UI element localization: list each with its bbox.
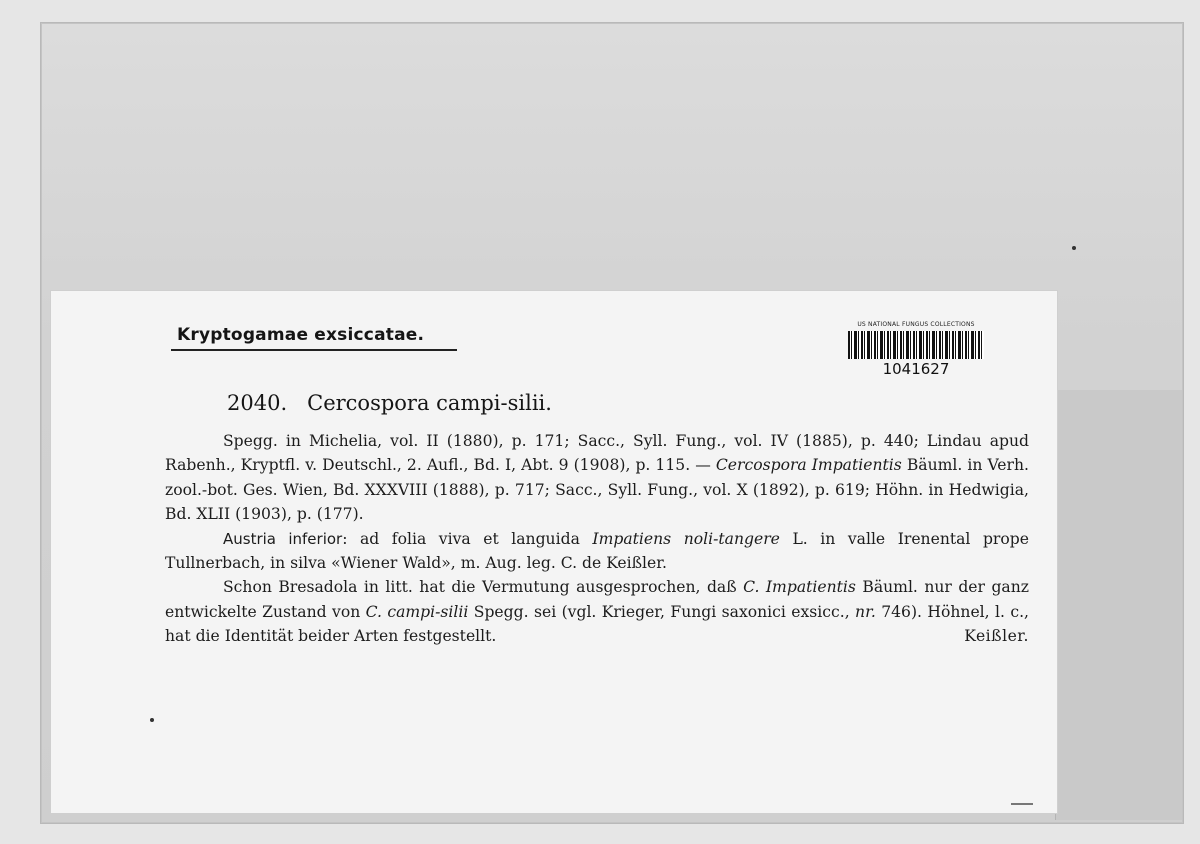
series-title: Kryptogamae exsiccatae. <box>177 325 425 345</box>
collector-signature: Keißler. <box>964 627 1029 646</box>
species-heading <box>227 391 552 415</box>
barcode-number: 1041627 <box>882 360 950 378</box>
locality-text-2: L. in valle Irenental prope Tullnerbach, in silva «Wiener Wald», m. Aug. leg. C. de Keißler. <box>165 529 1029 573</box>
exsiccata-number: 2040. <box>227 391 288 415</box>
synonym-name: Cercospora Impatientis <box>715 456 902 475</box>
barcode-header: US NATIONAL FUNGUS COLLECTIONS <box>857 321 975 328</box>
species-name: Cercospora campi-silii. <box>307 391 552 415</box>
note-taxon-2: C. campi-silii <box>365 602 469 621</box>
note-nr: nr. <box>855 602 876 621</box>
note-taxon-1: C. Impatientis <box>743 578 856 597</box>
citation-text-2: Bäuml. in Verh. zool.-bot. Ges. Wien, Bd. XXXVIII (1888), p. 717; Sacc., Syll. Fung., vol. X (1892), p. 619; Höhn. in Hedwigia, Bd. XLII (1903), p. (177). <box>165 456 1029 524</box>
specimen-label <box>50 290 1058 814</box>
note-text-1: Schon Bresadola in litt. hat die Vermutung ausgesprochen, daß <box>223 578 737 597</box>
locality-text-1: : ad folia viva et languida <box>342 529 580 548</box>
note-text-4: 746). Höhnel, l. c., hat die Identität beider Arten festgestellt. <box>165 602 1029 646</box>
paper-speck <box>1072 246 1076 250</box>
locality-paragraph <box>165 527 1029 576</box>
note-text-2: Bäuml. nur der ganz entwickelte Zustand von <box>165 578 1029 621</box>
barcode-block <box>841 321 991 378</box>
title-underline <box>171 349 457 351</box>
envelope-flap <box>1055 390 1182 820</box>
note-text-3: Spegg. sei (vgl. Krieger, Fungi saxonici exsicc., <box>473 602 850 621</box>
note-paragraph <box>165 575 1029 648</box>
edge-mark <box>1011 803 1033 805</box>
label-body <box>165 429 1029 649</box>
paper-speck <box>150 718 154 722</box>
citation-text-1: Spegg. in Michelia, vol. II (1880), p. 171; Sacc., Syll. Fung., vol. IV (1885), p. 440; Lindau apud Rabenh., Kryptfl. v. Deutschl., 2. Aufl., Bd. I, Abt. 9 (1908), p. 115. — <box>165 432 1029 475</box>
barcode-image <box>848 331 984 359</box>
region-name: Austria inferior <box>223 529 343 548</box>
citation-paragraph <box>165 429 1029 527</box>
host-name: Impatiens noli-tangere <box>592 529 780 548</box>
